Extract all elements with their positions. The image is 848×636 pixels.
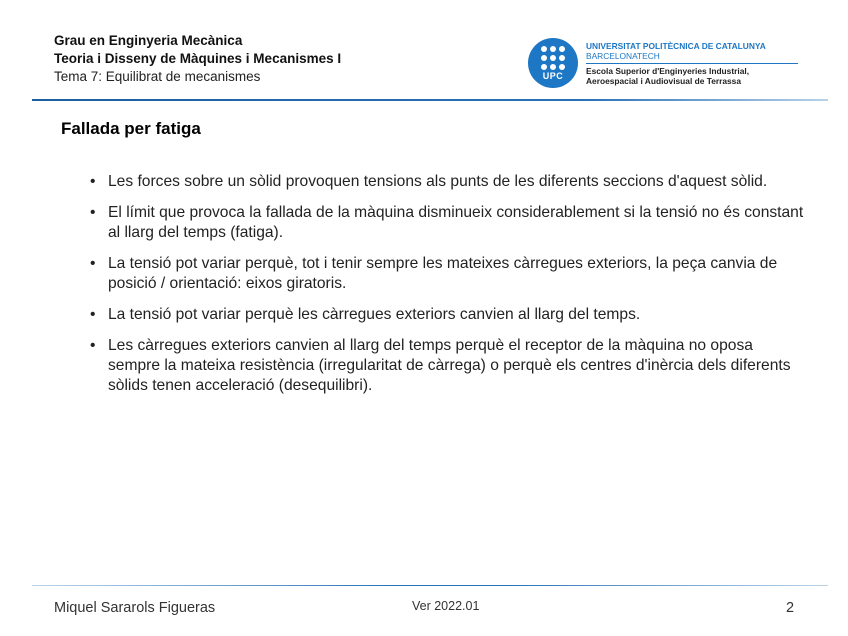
bullet-text: Les càrregues exteriors canvien al llarg del temps perquè el receptor de la màquina no oposa sempre la mateixa resistència (irregularitat de càrrega) o perquè els centres d'inèrcia dels diferents sòlids tenen acceleració (desequilibri). [108, 337, 791, 394]
bullet-item [88, 336, 808, 396]
logo-abbreviation: UPC [542, 71, 564, 81]
bullet-item [88, 172, 808, 192]
header-divider [32, 99, 828, 101]
university-name: UNIVERSITAT POLITÈCNICA DE CATALUNYA [586, 41, 766, 51]
bullet-text: El límit que provoca la fallada de la màquina disminueix considerablement si la tensió no és constant al llarg del temps (fatiga). [108, 204, 804, 241]
bullet-text: La tensió pot variar perquè, tot i tenir sempre les mateixes càrregues exteriors, la peça canvia de posició / orientació: eixos giratoris. [108, 255, 778, 292]
school-name-line2: Aeroespacial i Audiovisual de Terrassa [586, 76, 742, 86]
upc-emblem-icon [528, 38, 578, 88]
degree-title: Grau en Enginyeria Mecànica [54, 33, 243, 48]
footer-divider [32, 585, 828, 586]
university-subtitle: BARCELONATECH [586, 51, 660, 61]
school-name-line1: Escola Superior d'Enginyeries Industrial, [586, 66, 750, 76]
logo-divider [586, 63, 798, 64]
bullet-list [88, 172, 808, 407]
bullet-icon: • [90, 337, 96, 354]
bullet-icon: • [90, 255, 96, 272]
bullet-item [88, 305, 808, 325]
bullet-icon: • [90, 173, 96, 190]
bullet-item [88, 254, 808, 294]
course-title: Teoria i Disseny de Màquines i Mecanismes I [54, 51, 342, 66]
course-header [54, 32, 341, 86]
bullet-icon: • [90, 306, 96, 323]
bullet-icon: • [90, 204, 96, 221]
footer-version: Ver 2022.01 [412, 599, 480, 613]
footer-author: Miquel Sararols Figueras [54, 600, 216, 616]
topic-title: Tema 7: Equilibrat de mecanismes [54, 69, 261, 84]
bullet-text: Les forces sobre un sòlid provoquen tensions als punts de les diferents seccions d'aquest sòlid. [108, 173, 768, 190]
bullet-item [88, 203, 808, 243]
page-number: 2 [786, 600, 795, 616]
slide-title: Fallada per fatiga [61, 119, 201, 138]
bullet-text: La tensió pot variar perquè les càrregues exteriors canvien al llarg del temps. [108, 306, 641, 323]
upc-logo [528, 36, 808, 88]
